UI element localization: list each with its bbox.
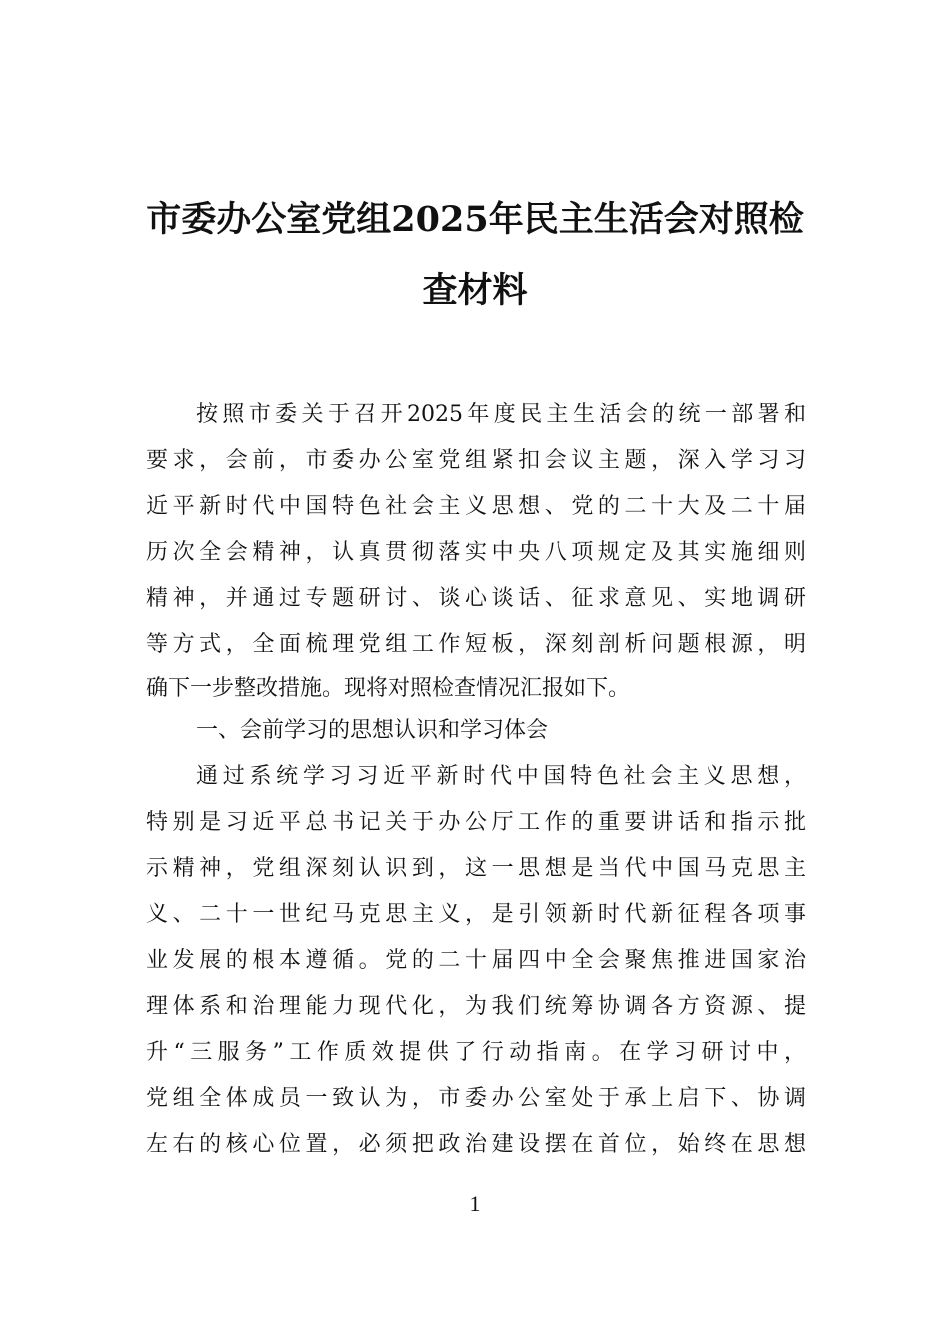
paragraph-2-line-4: 义、二十一世纪马克思主义，是引领新时代新征程各项事 <box>146 902 806 927</box>
paragraph-2-line-6: 理体系和治理能力现代化，为我们统筹协调各方资源、提 <box>146 994 806 1019</box>
paragraph-2-line-7: 升“三服务”工作质效提供了行动指南。在学习研讨中， <box>146 1040 806 1065</box>
paragraph-2-line-8: 党组全体成员一致认为，市委办公室处于承上启下、协调 <box>146 1086 806 1111</box>
page-number: 1 <box>469 1191 481 1216</box>
paragraph-1-line-2: 要求，会前，市委办公室党组紧扣会议主题，深入学习习 <box>146 448 806 473</box>
paragraph-2-line-2: 特别是习近平总书记关于办公厅工作的重要讲话和指示批 <box>146 810 806 835</box>
section-1-heading: 一、会前学习的思想认识和学习体会 <box>196 718 549 743</box>
paragraph-1-line-3: 近平新时代中国特色社会主义思想、党的二十大及二十届 <box>146 494 806 519</box>
document-title-line-2: 查材料 <box>422 270 528 311</box>
paragraph-2-line-5: 业发展的根本遵循。党的二十届四中全会聚焦推进国家治 <box>146 948 806 973</box>
paragraph-1-line-7: 确下一步整改措施。现将对照检查情况汇报如下。 <box>146 676 631 701</box>
paragraph-1-line-6: 等方式，全面梳理党组工作短板，深刻剖析问题根源，明 <box>146 632 806 657</box>
paragraph-2-line-1: 通过系统学习习近平新时代中国特色社会主义思想， <box>196 764 806 789</box>
paragraph-2-line-9: 左右的核心位置，必须把政治建设摆在首位，始终在思想 <box>146 1132 806 1157</box>
paragraph-2-line-3: 示精神，党组深刻认识到，这一思想是当代中国马克思主 <box>146 856 806 881</box>
paragraph-1-line-4: 历次全会精神，认真贯彻落实中央八项规定及其实施细则 <box>146 540 806 565</box>
document-title-line-1: 市委办公室党组2025年民主生活会对照检 <box>146 199 804 240</box>
paragraph-1-line-1: 按照市委关于召开2025年度民主生活会的统一部署和 <box>196 402 806 427</box>
paragraph-1-line-5: 精神，并通过专题研讨、谈心谈话、征求意见、实地调研 <box>146 586 806 611</box>
